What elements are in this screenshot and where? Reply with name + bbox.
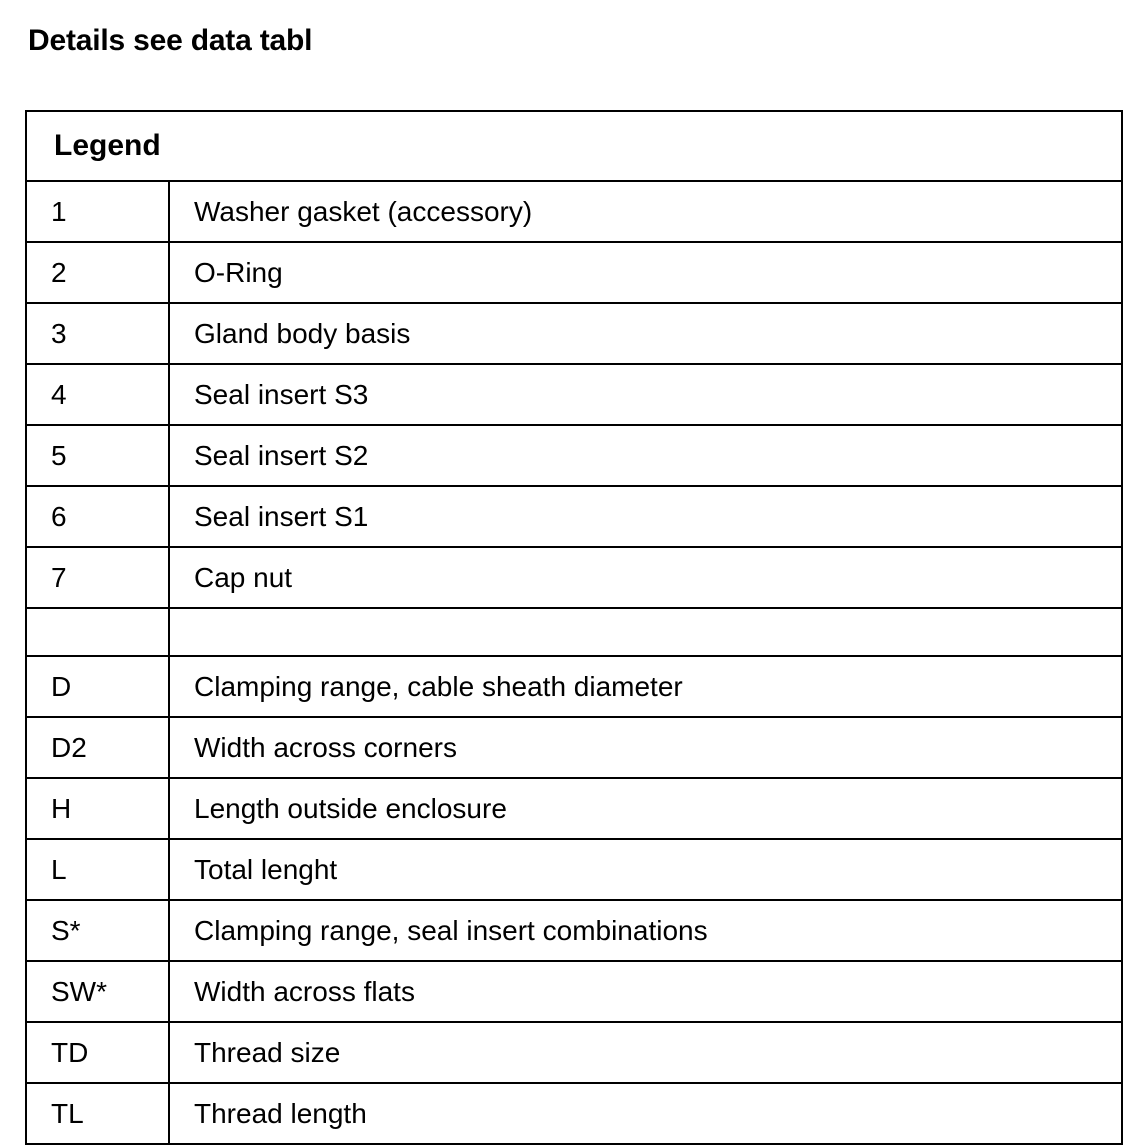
legend-desc-cell (169, 608, 1122, 656)
legend-desc-cell: Width across corners (169, 717, 1122, 778)
legend-key-cell: 3 (26, 303, 169, 364)
page-title: Details see data tabl (28, 24, 313, 57)
legend-desc-cell: Clamping range, seal insert combinations (169, 900, 1122, 961)
table-row-spacer (26, 608, 1122, 656)
table-row (26, 1083, 1122, 1144)
legend-desc-cell: Total lenght (169, 839, 1122, 900)
legend-key-cell: S* (26, 900, 169, 961)
table-row (26, 364, 1122, 425)
table-row (26, 181, 1122, 242)
legend-table (25, 110, 1123, 1145)
legend-key-cell: H (26, 778, 169, 839)
legend-desc-cell: Thread size (169, 1022, 1122, 1083)
legend-desc-cell: Seal insert S1 (169, 486, 1122, 547)
legend-desc-cell: Seal insert S3 (169, 364, 1122, 425)
legend-desc-cell: Length outside enclosure (169, 778, 1122, 839)
legend-desc-cell: Cap nut (169, 547, 1122, 608)
legend-desc-cell: Seal insert S2 (169, 425, 1122, 486)
legend-key-cell (26, 608, 169, 656)
table-row (26, 486, 1122, 547)
legend-desc-cell: Gland body basis (169, 303, 1122, 364)
legend-key-cell: D (26, 656, 169, 717)
legend-key-cell: L (26, 839, 169, 900)
legend-key-cell: TL (26, 1083, 169, 1144)
table-row (26, 717, 1122, 778)
table-row (26, 900, 1122, 961)
table-row (26, 656, 1122, 717)
legend-key-cell: 1 (26, 181, 169, 242)
legend-desc-cell: O-Ring (169, 242, 1122, 303)
legend-key-cell: SW* (26, 961, 169, 1022)
table-row (26, 1022, 1122, 1083)
legend-table-header-cell: Legend (26, 111, 1122, 181)
legend-key-cell: 2 (26, 242, 169, 303)
legend-desc-cell: Clamping range, cable sheath diameter (169, 656, 1122, 717)
table-row (26, 839, 1122, 900)
legend-key-cell: 4 (26, 364, 169, 425)
legend-key-cell: 5 (26, 425, 169, 486)
table-row (26, 425, 1122, 486)
legend-desc-cell: Width across flats (169, 961, 1122, 1022)
legend-desc-cell: Washer gasket (accessory) (169, 181, 1122, 242)
legend-key-cell: TD (26, 1022, 169, 1083)
table-row (26, 778, 1122, 839)
legend-key-cell: 7 (26, 547, 169, 608)
legend-table-body (26, 111, 1122, 1144)
table-row (26, 547, 1122, 608)
table-row (26, 242, 1122, 303)
legend-key-cell: D2 (26, 717, 169, 778)
legend-table-header-row (26, 111, 1122, 181)
table-row (26, 303, 1122, 364)
table-row (26, 961, 1122, 1022)
legend-desc-cell: Thread length (169, 1083, 1122, 1144)
legend-key-cell: 6 (26, 486, 169, 547)
